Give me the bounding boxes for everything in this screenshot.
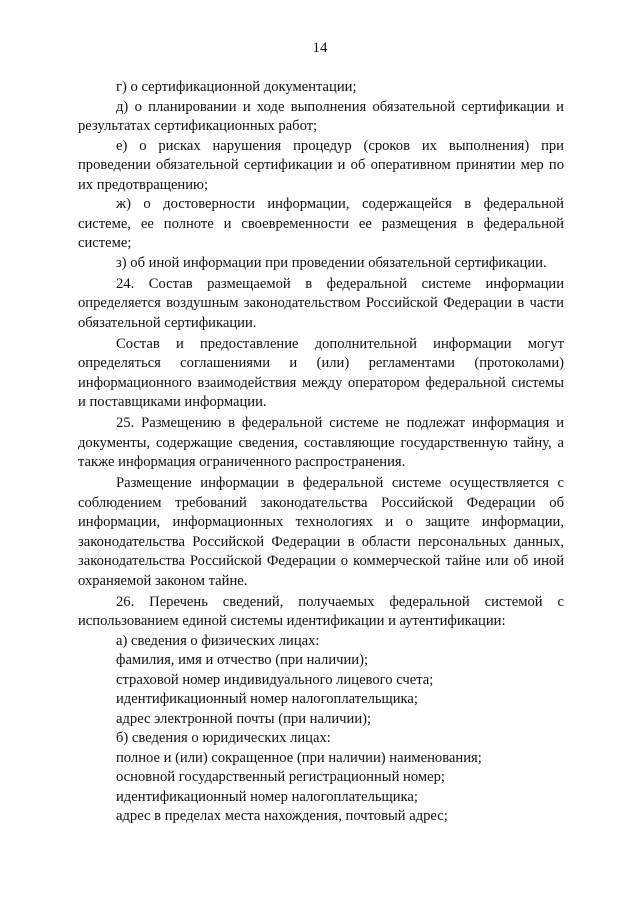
paragraph-25: 25. Размещению в федеральной системе не подлежат информация и документы, содержащие сведения, составляющие государственную тайну, а также информация ограниченного распространения. <box>78 415 564 470</box>
list-item: идентификационный номер налогоплательщика; <box>116 691 418 707</box>
list-item: адрес электронной почты (при наличии); <box>116 710 372 727</box>
paragraph-24-additional: Состав и предоставление дополнительной информации могут определяться соглашениями и (или) регламентами (протоколами) информационного взаимодействия между оператором федеральной системы и поставщиками информации. <box>78 335 564 410</box>
paragraph-26: 26. Перечень сведений, получаемых федеральной системой с использованием единой системы идентификации и аутентификации: <box>78 593 564 629</box>
paragraph-25-placement: Размещение информации в федеральной системе осуществляется с соблюдением требований законодательства Российской Федерации об информации, информационных технологиях и о защите информации, законодательства Российской Федерации в области персональных данных, законодательства Российской Федерации о коммерческой тайне или об иной охраняемой законом тайне. <box>78 475 564 589</box>
list-item: основной государственный регистрационный номер; <box>116 769 445 785</box>
paragraph-item-d: д) о планировании и ходе выполнения обязательной сертификации и результатах сертификационных работ; <box>78 98 564 134</box>
list-item: адрес в пределах места нахождения, почтовый адрес; <box>116 808 448 824</box>
paragraph-item-g: г) о сертификационной документации; <box>116 79 357 95</box>
list-item: полное и (или) сокращенное (при наличии) наименования; <box>116 749 482 766</box>
list-item: страховой номер индивидуального лицевого счета; <box>116 671 434 688</box>
document-body <box>78 78 564 827</box>
list-item: фамилия, имя и отчество (при наличии); <box>116 652 369 668</box>
paragraph-item-e: е) о рисках нарушения процедур (сроков их выполнения) при проведении обязательной сертификации и об оперативном принятии мер по их предотвращению; <box>78 137 564 193</box>
paragraph-24: 24. Состав размещаемой в федеральной системе информации определяется воздушным законодательством Российской Федерации в части обязательной сертификации. <box>78 275 564 331</box>
paragraph-item-zh: ж) о достоверности информации, содержащейся в федеральной системе, ее полноте и своевременности ее размещения в федеральной системе; <box>78 196 564 251</box>
paragraph-item-z: з) об иной информации при проведении обязательной сертификации. <box>116 254 547 271</box>
list-heading-individuals: а) сведения о физических лицах: <box>116 632 320 649</box>
list-heading-legal-entities: б) сведения о юридических лицах: <box>116 730 331 746</box>
list-item: идентификационный номер налогоплательщика; <box>116 788 418 805</box>
page-number: 14 <box>312 40 328 56</box>
